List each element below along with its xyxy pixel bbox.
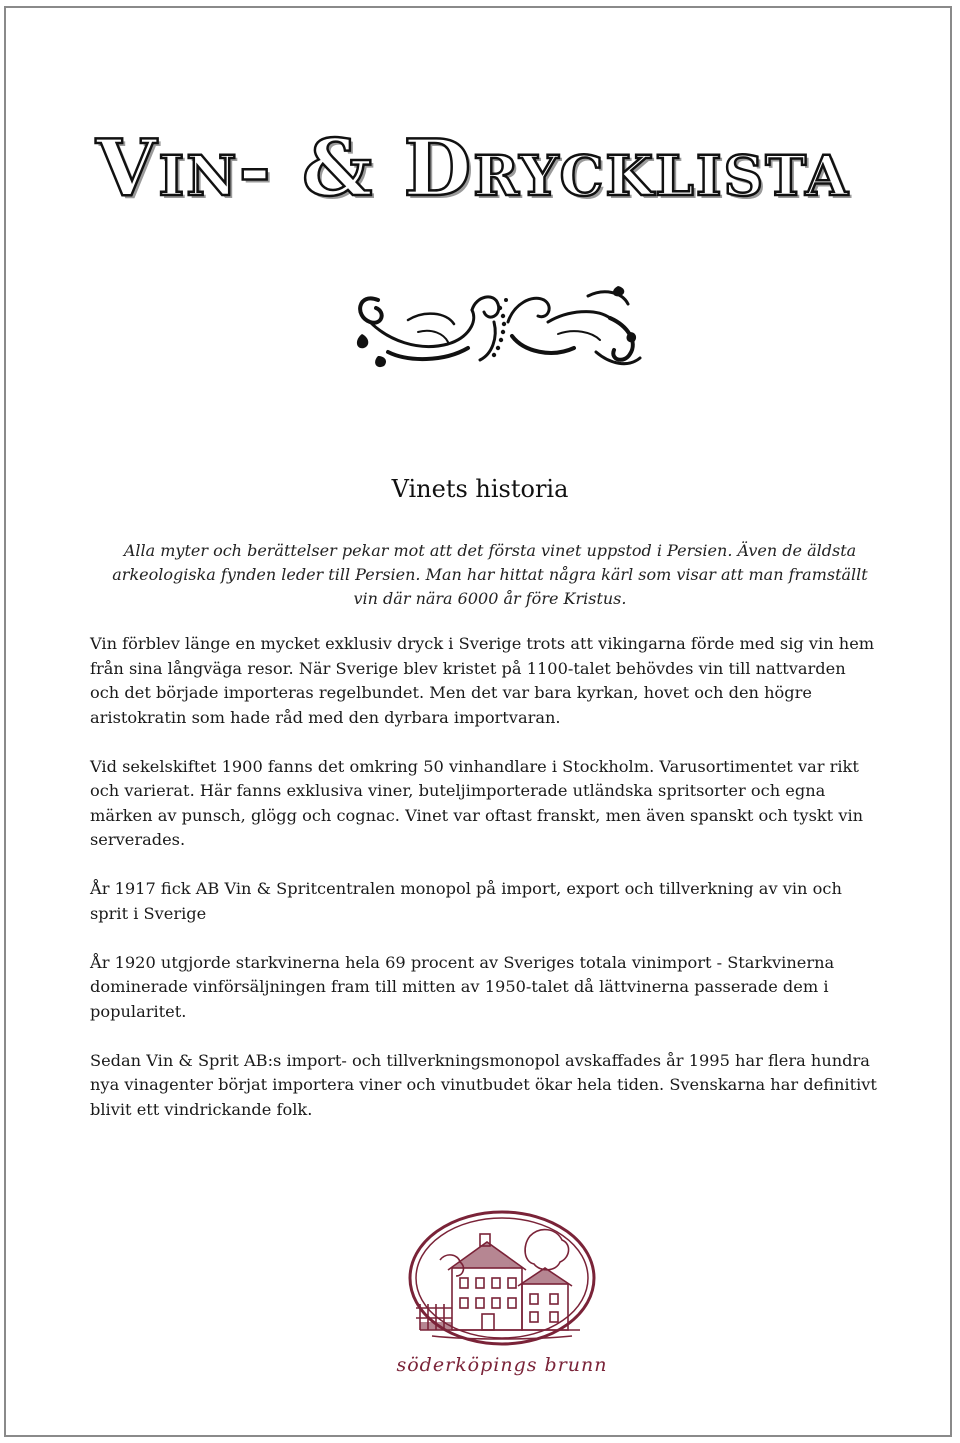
page-title: Vin- & Drycklista: [96, 123, 850, 214]
paragraph: Vid sekelskiftet 1900 fanns det omkring 50 vinhandlare i Stockholm. Varusortimentet var rikt och varierat. Här fanns exklusiva viner, buteljimporterade utländska spritsorter och egna märken av punsch, glögg och cognac. Vinet var oftast franskt, men även spanskt och tyskt vin serverades.: [90, 756, 864, 849]
body-text: [90, 632, 880, 1147]
paragraph: År 1920 utgjorde starkvinerna hela 69 procent av Sveriges totala vinimport - Starkvinerna dominerade vinförsäljningen fram till mitten av 1950-talet då lättvinerna passerade dem i popularitet.: [90, 952, 835, 1021]
intro-paragraph: Alla myter och berättelser pekar mot att det första vinet uppstod i Persien. Även de äldsta arkeologiska fynden leder till Persien. Man har hittat några kärl som visar att man framställt vin där nära 6000 år före Kristus.: [112, 541, 868, 608]
paragraph: År 1917 fick AB Vin & Spritcentralen monopol på import, export och tillverkning av vin och sprit i Sverige: [90, 879, 842, 923]
section-heading: Vinets historia: [391, 475, 569, 503]
logo-caption: söderköpings brunn: [396, 1354, 608, 1376]
flourish-ornament-icon: [348, 282, 652, 374]
paragraph: Vin förblev länge en mycket exklusiv dryck i Sverige trots att vikingarna förde med sig vin hem från sina långväga resor. När Sverige blev kristet på 1100-talet behövdes vin till nattvarden och det började importeras regelbundet. Men det var bara kyrkan, hovet och den högre aristokratin som hade råd med den dyrbara importvaran.: [90, 634, 875, 727]
building-emblem-icon: [380, 1206, 624, 1410]
paragraph: Sedan Vin & Sprit AB:s import- och tillverkningsmonopol avskaffades år 1995 har flera hundra nya vinagenter börjat importera viner och vinutbudet ökar hela tiden. Svenskarna har definitivt blivit ett vindrickande folk.: [90, 1050, 877, 1119]
